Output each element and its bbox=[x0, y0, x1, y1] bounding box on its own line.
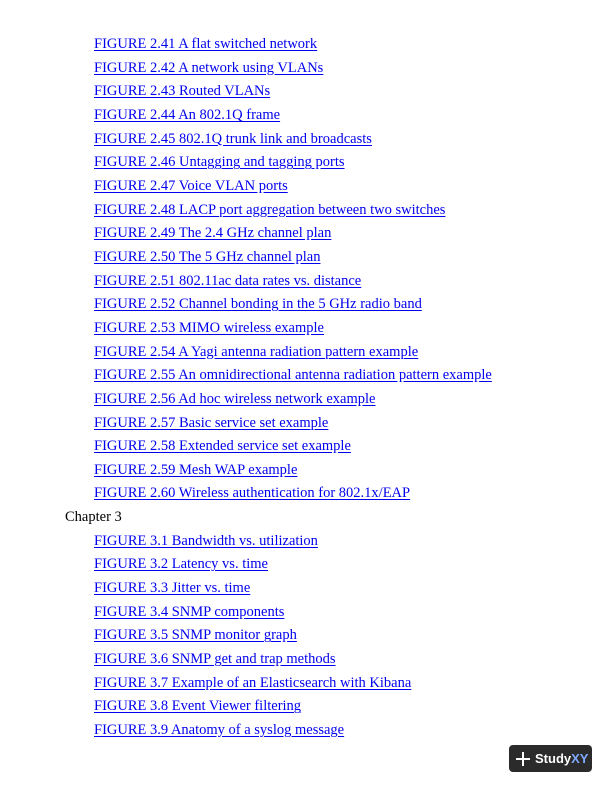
figure-link[interactable]: FIGURE 2.50 The 5 GHz channel plan bbox=[94, 248, 321, 265]
list-item bbox=[0, 222, 612, 246]
list-item bbox=[0, 104, 612, 128]
figure-link[interactable]: FIGURE 3.2 Latency vs. time bbox=[94, 556, 268, 573]
figure-link[interactable]: FIGURE 2.51 802.11ac data rates vs. distance bbox=[94, 272, 362, 289]
list-item bbox=[0, 388, 612, 412]
figure-link[interactable]: FIGURE 3.7 Example of an Elasticsearch with Kibana bbox=[94, 674, 412, 691]
figure-link[interactable]: FIGURE 2.49 The 2.4 GHz channel plan bbox=[94, 225, 332, 242]
studyxy-badge[interactable] bbox=[509, 745, 592, 772]
figure-link[interactable]: FIGURE 3.8 Event Viewer filtering bbox=[94, 698, 302, 715]
list-item bbox=[0, 128, 612, 152]
list-item bbox=[0, 341, 612, 365]
plus-icon bbox=[515, 751, 531, 767]
list-item bbox=[0, 530, 612, 554]
figure-link[interactable]: FIGURE 2.56 Ad hoc wireless network example bbox=[94, 390, 376, 407]
figure-link[interactable]: FIGURE 2.48 LACP port aggregation between two switches bbox=[94, 201, 446, 218]
badge-text: StudyXY bbox=[535, 751, 589, 766]
list-item bbox=[0, 199, 612, 223]
list-item bbox=[0, 80, 612, 104]
list-item bbox=[0, 459, 612, 483]
figure-link[interactable]: FIGURE 2.45 802.1Q trunk link and broadcasts bbox=[94, 130, 372, 147]
figure-link[interactable]: FIGURE 3.9 Anatomy of a syslog message bbox=[94, 722, 345, 739]
figure-link[interactable]: FIGURE 3.4 SNMP components bbox=[94, 603, 285, 620]
figure-link[interactable]: FIGURE 2.46 Untagging and tagging ports bbox=[94, 154, 345, 171]
list-item bbox=[0, 553, 612, 577]
chapter-heading: Chapter 3 bbox=[65, 509, 122, 526]
figure-link[interactable]: FIGURE 2.54 A Yagi antenna radiation pattern example bbox=[94, 343, 419, 360]
figure-link[interactable]: FIGURE 2.55 An omnidirectional antenna radiation pattern example bbox=[94, 367, 492, 384]
figure-link[interactable]: FIGURE 3.6 SNMP get and trap methods bbox=[94, 651, 336, 668]
figure-link[interactable]: FIGURE 2.47 Voice VLAN ports bbox=[94, 177, 288, 194]
figure-link[interactable]: FIGURE 2.52 Channel bonding in the 5 GHz radio band bbox=[94, 296, 422, 313]
figure-link[interactable]: FIGURE 3.1 Bandwidth vs. utilization bbox=[94, 532, 318, 549]
list-item bbox=[0, 719, 612, 743]
list-item bbox=[0, 648, 612, 672]
figure-link[interactable]: FIGURE 2.60 Wireless authentication for 802.1x/EAP bbox=[94, 485, 411, 502]
figure-link[interactable]: FIGURE 2.58 Extended service set example bbox=[94, 438, 351, 455]
list-item bbox=[0, 151, 612, 175]
list-item bbox=[0, 364, 612, 388]
figure-link[interactable]: FIGURE 2.57 Basic service set example bbox=[94, 414, 329, 431]
figure-link[interactable]: FIGURE 2.41 A flat switched network bbox=[94, 36, 318, 52]
list-item bbox=[0, 293, 612, 317]
figure-link[interactable]: FIGURE 2.42 A network using VLANs bbox=[94, 59, 324, 76]
figure-link[interactable]: FIGURE 2.44 An 802.1Q frame bbox=[94, 106, 281, 123]
list-item bbox=[0, 672, 612, 696]
figure-link[interactable]: FIGURE 3.3 Jitter vs. time bbox=[94, 580, 251, 597]
list-item bbox=[0, 317, 612, 341]
list-item bbox=[0, 695, 612, 719]
list-item bbox=[0, 412, 612, 436]
list-item bbox=[0, 33, 612, 57]
figure-link[interactable]: FIGURE 2.43 Routed VLANs bbox=[94, 83, 271, 100]
list-item bbox=[0, 175, 612, 199]
list-item bbox=[0, 270, 612, 294]
list-item bbox=[0, 577, 612, 601]
list-item bbox=[0, 601, 612, 625]
list-item bbox=[0, 624, 612, 648]
list-item bbox=[0, 482, 612, 506]
figure-link[interactable]: FIGURE 3.5 SNMP monitor graph bbox=[94, 627, 297, 644]
list-item bbox=[0, 435, 612, 459]
list-item bbox=[0, 246, 612, 270]
figure-list bbox=[0, 33, 612, 743]
figure-link[interactable]: FIGURE 2.59 Mesh WAP example bbox=[94, 461, 298, 478]
list-item bbox=[0, 57, 612, 81]
figure-link[interactable]: FIGURE 2.53 MIMO wireless example bbox=[94, 319, 324, 336]
